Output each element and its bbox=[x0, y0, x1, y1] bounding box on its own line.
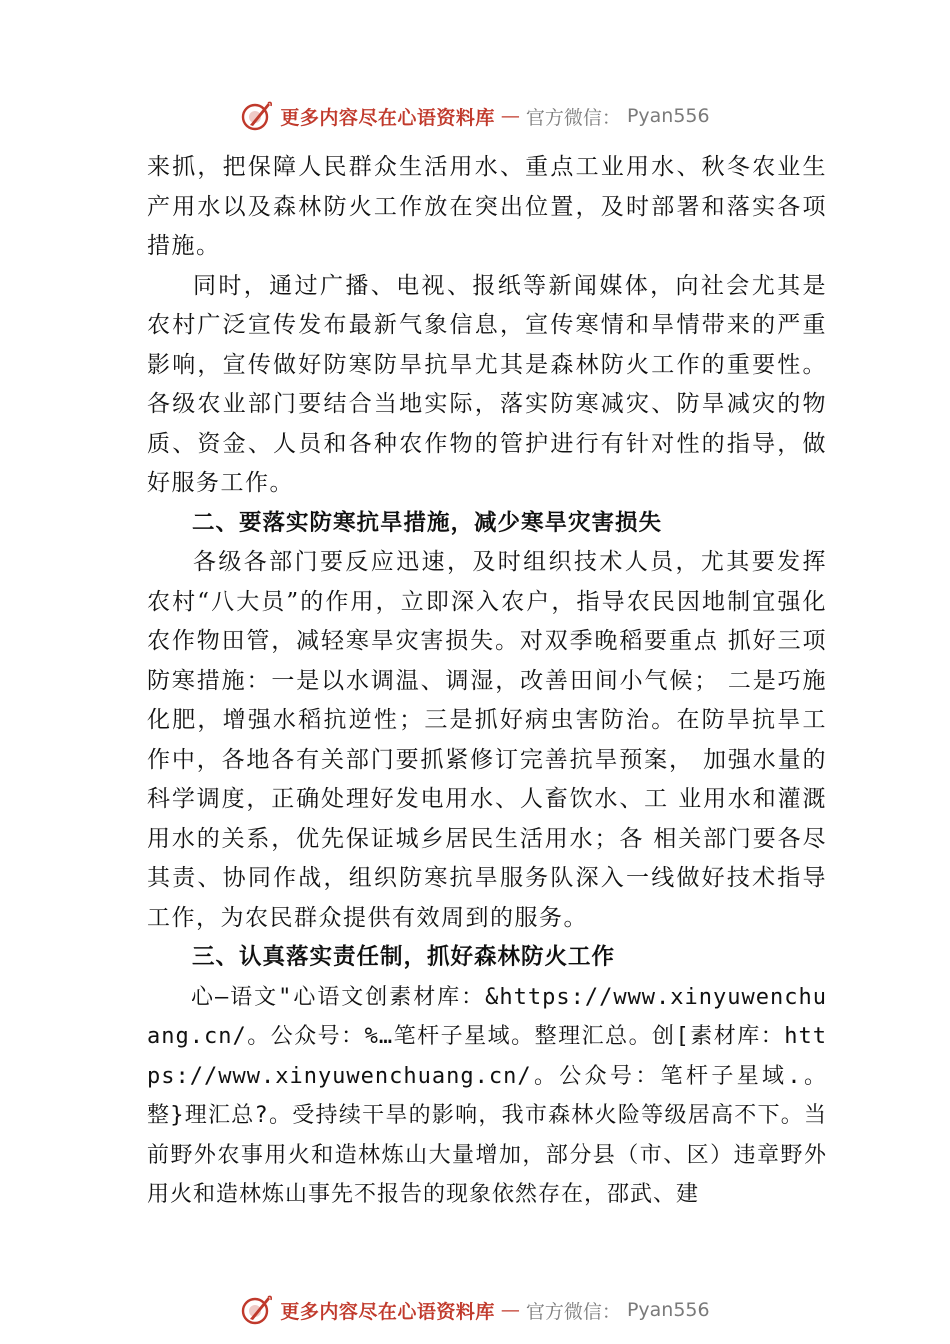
paragraph-1: 来抓，把保障人民群众生活用水、重点工业用水、秋冬农业生产用水以及森林防火工作放在突出位置，及时部署和落实各项措施。 bbox=[147, 154, 827, 259]
header-wechat-id: Pyan556 bbox=[626, 105, 710, 127]
quill-pen-logo-icon bbox=[240, 99, 274, 133]
document-body bbox=[147, 148, 827, 1215]
page-header bbox=[0, 96, 950, 136]
paragraph-3: 各级各部门要反应迅速，及时组织技术人员，尤其要发挥农村“八大员”的作用，立即深入农户，指导农民因地制宜强化农作物田管，减轻寒旱灾害损失。对双季晚稻要重点 抓好三项防寒措施：一是以水调温、调湿，改善田间小气候； 二是巧施化肥，增强水稻抗逆性；三是抓好病虫害防治。在防旱抗旱工作中，各地各有关部门要抓紧修订完善抗旱预案， 加强水量的科学调度，正确处理好发电用水、人畜饮水、工 业用水和灌溉用水的关系，优先保证城乡居民生活用水；各 相关部门要各尽其责、协同作战，组织防寒抗旱服务队深入一线做好技术指导工作，为农民群众提供有效周到的服务。 bbox=[147, 549, 827, 931]
section-heading-2: 二、要落实防寒抗旱措施，减少寒旱灾害损失 bbox=[192, 509, 663, 536]
section-heading-3: 三、认真落实责任制，抓好森林防火工作 bbox=[192, 944, 616, 970]
header-contact-label: 官方微信： bbox=[525, 106, 621, 129]
footer-brand bbox=[240, 1293, 709, 1327]
footer-brand-text: 更多内容尽在心语资料库 bbox=[280, 1300, 495, 1323]
quill-pen-logo-icon bbox=[240, 1293, 274, 1327]
footer-wechat-id: Pyan556 bbox=[626, 1299, 710, 1321]
paragraph-2: 同时，通过广播、电视、报纸等新闻媒体，向社会尤其是农村广泛宣传发布最新气象信息，宣传寒情和旱情带来的严重影响，宣传做好防寒防旱抗旱尤其是森林防火工作的重要性。各级农业部门要结合当地实际，落实防寒减灾、防旱减灾的物质、资金、人员和各种农作物的管护进行有针对性的指导，做好服务工作。 bbox=[147, 272, 827, 496]
footer-contact-label: 官方微信： bbox=[525, 1300, 621, 1323]
footer-separator: — bbox=[500, 1299, 520, 1321]
paragraph-4: 心—语文"心语文创素材库：&https://www.xinyuwenchuang.cn/。公众号：%…笔杆子星域。整理汇总。创[素材库：https://www.xinyuwenchuang.cn/。公众号：笔杆子星域.。整}理汇总?。受持续干旱的影响，我市森林火险等级居高不下。当前野外农事用火和造林炼山大量增加，部分县（市、区）违章野外用火和造林炼山事先不报告的现象依然存在，邵武、建 bbox=[147, 984, 827, 1207]
page-footer bbox=[0, 1290, 950, 1330]
header-brand-text: 更多内容尽在心语资料库 bbox=[280, 106, 495, 129]
header-brand bbox=[240, 99, 709, 133]
header-separator: — bbox=[500, 105, 520, 127]
